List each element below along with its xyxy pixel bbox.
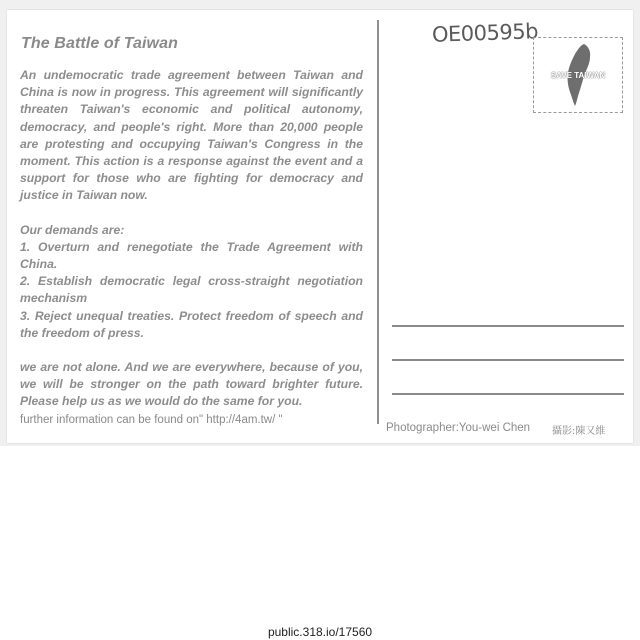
address-line-3	[392, 393, 624, 395]
postcard-message	[20, 67, 363, 411]
closing-paragraph: we are not alone. And we are everywhere, because of you, we will be stronger on the path toward brighter future. Please help us as we would do the same for you.	[20, 360, 363, 409]
postcard-title: The Battle of Taiwan	[21, 35, 178, 52]
source-caption: public.318.io/17560	[267, 625, 373, 639]
center-divider	[377, 20, 379, 424]
intro-paragraph: An undemocratic trade agreement between Taiwan and China is now in progress. This agreement will significantly threaten Taiwan's economic and political autonomy, democracy, and people's right. More than 20,000 people are protesting and occupying Taiwan's Congress in the moment. This action is a response against the event and a support for those who are fighting for democracy and justice in Taiwan now.	[20, 68, 363, 203]
demand-item-2: 2. Establish democratic legal cross-straight negotiation mechanism	[20, 274, 363, 306]
address-line-2	[392, 359, 624, 361]
stamp-box	[533, 37, 623, 113]
demands-heading: Our demands are:	[20, 222, 125, 237]
address-line-1	[392, 325, 624, 327]
photographer-credit: Photographer:You-wei Chen	[386, 422, 531, 434]
stamp-label: SAVE TAIWAN	[550, 71, 606, 80]
demand-item-3: 3. Reject unequal treaties. Protect freedom of speech and the freedom of press.	[20, 308, 363, 340]
demand-item-1: 1. Overturn and renegotiate the Trade Agreement with China.	[20, 239, 363, 272]
handwritten-catalog-id: OE00595b	[431, 19, 539, 47]
footer-info: further information can be found on" http://4am.tw/ "	[20, 414, 283, 426]
photographer-credit-chinese: 攝影:陳又維	[552, 426, 606, 437]
postcard-back	[7, 10, 633, 443]
